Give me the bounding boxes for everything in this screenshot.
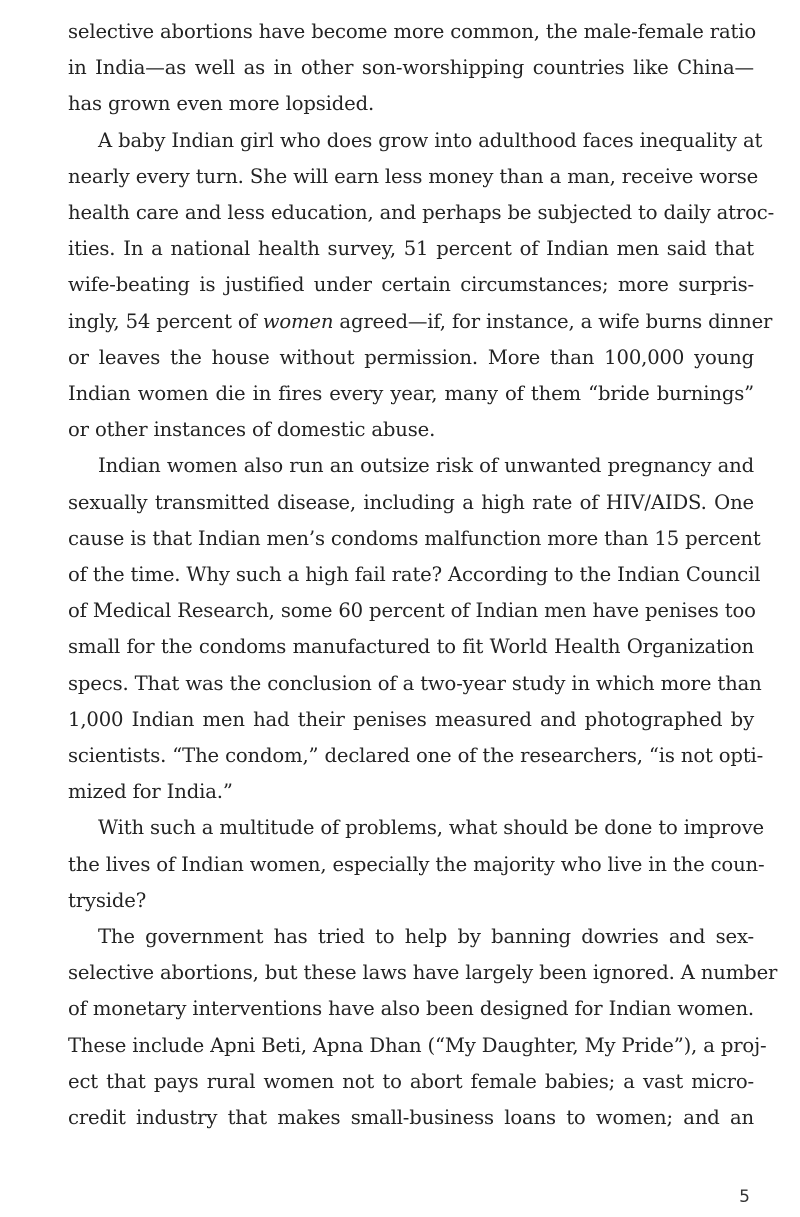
text-line-with-emphasis [68,304,773,340]
text-line: credit industry that makes small-business loans to women; and an [68,1106,754,1130]
text-line: small for the condoms manufactured to fit World Health Organization [68,635,754,659]
text-line: ect that pays rural women not to abort female babies; a vast micro- [68,1069,754,1093]
text-line: or other instances of domestic abuse. [68,418,436,442]
text-line: mized for India.” [68,780,233,804]
paragraph-3 [68,448,764,810]
text-segment: agreed—if, for instance, a wife burns dinner [333,309,773,333]
text-line: the lives of Indian women, especially the majority who live in the coun- [68,852,765,876]
paragraph-5 [68,919,778,1136]
text-line: specs. That was the conclusion of a two-year study in which more than [68,671,762,695]
text-line: tryside? [68,888,147,912]
text-line: ities. In a national health survey, 51 percent of Indian men said that [68,237,754,261]
text-line: 1,000 Indian men had their penises measured and photographed by [68,707,754,731]
text-line: sexually transmitted disease, including a high rate of HIV/AIDS. One [68,490,754,514]
emphasized-word: women [262,309,334,333]
body-text [68,14,778,1136]
text-line: Indian women also run an outsize risk of unwanted pregnancy and [98,454,754,478]
text-line: of the time. Why such a high fail rate? According to the Indian Council [68,563,761,587]
text-line: selective abortions, but these laws have largely been ignored. A number [68,961,778,985]
page-number: 5 [739,1187,750,1207]
text-segment: ingly, 54 percent of [68,309,263,333]
text-line: cause is that Indian men’s condoms malfunction more than 15 percent [68,526,761,550]
text-line: With such a multitude of problems, what should be done to improve [98,816,764,840]
text-line: wife-beating is justified under certain circumstances; more surpris- [68,273,754,297]
text-line: of Medical Research, some 60 percent of Indian men have penises too [68,599,756,623]
text-line: The government has tried to help by banning dowries and sex- [98,925,754,949]
text-line: Indian women die in fires every year, many of them “bride burnings” [68,382,754,406]
text-line: These include Apni Beti, Apna Dhan (“My Daughter, My Pride”), a proj- [68,1033,767,1057]
text-line: health care and less education, and perhaps be subjected to daily atroc- [68,201,775,225]
paragraph-4 [68,810,765,919]
paragraph-1 [68,14,754,123]
text-line: has grown even more lopsided. [68,92,375,116]
text-line: selective abortions have become more common, the male-female ratio [68,20,756,43]
text-line: in India—as well as in other son-worshipping countries like China— [68,56,754,80]
text-line: or leaves the house without permission. More than 100,000 young [68,345,754,369]
text-line: A baby Indian girl who does grow into adulthood faces inequality at [98,128,763,152]
text-line: scientists. “The condom,” declared one of the researchers, “is not opti- [68,744,764,768]
paragraph-2 [68,123,775,449]
text-line: of monetary interventions have also been designed for Indian women. [68,997,754,1021]
text-line: nearly every turn. She will earn less money than a man, receive worse [68,164,759,188]
